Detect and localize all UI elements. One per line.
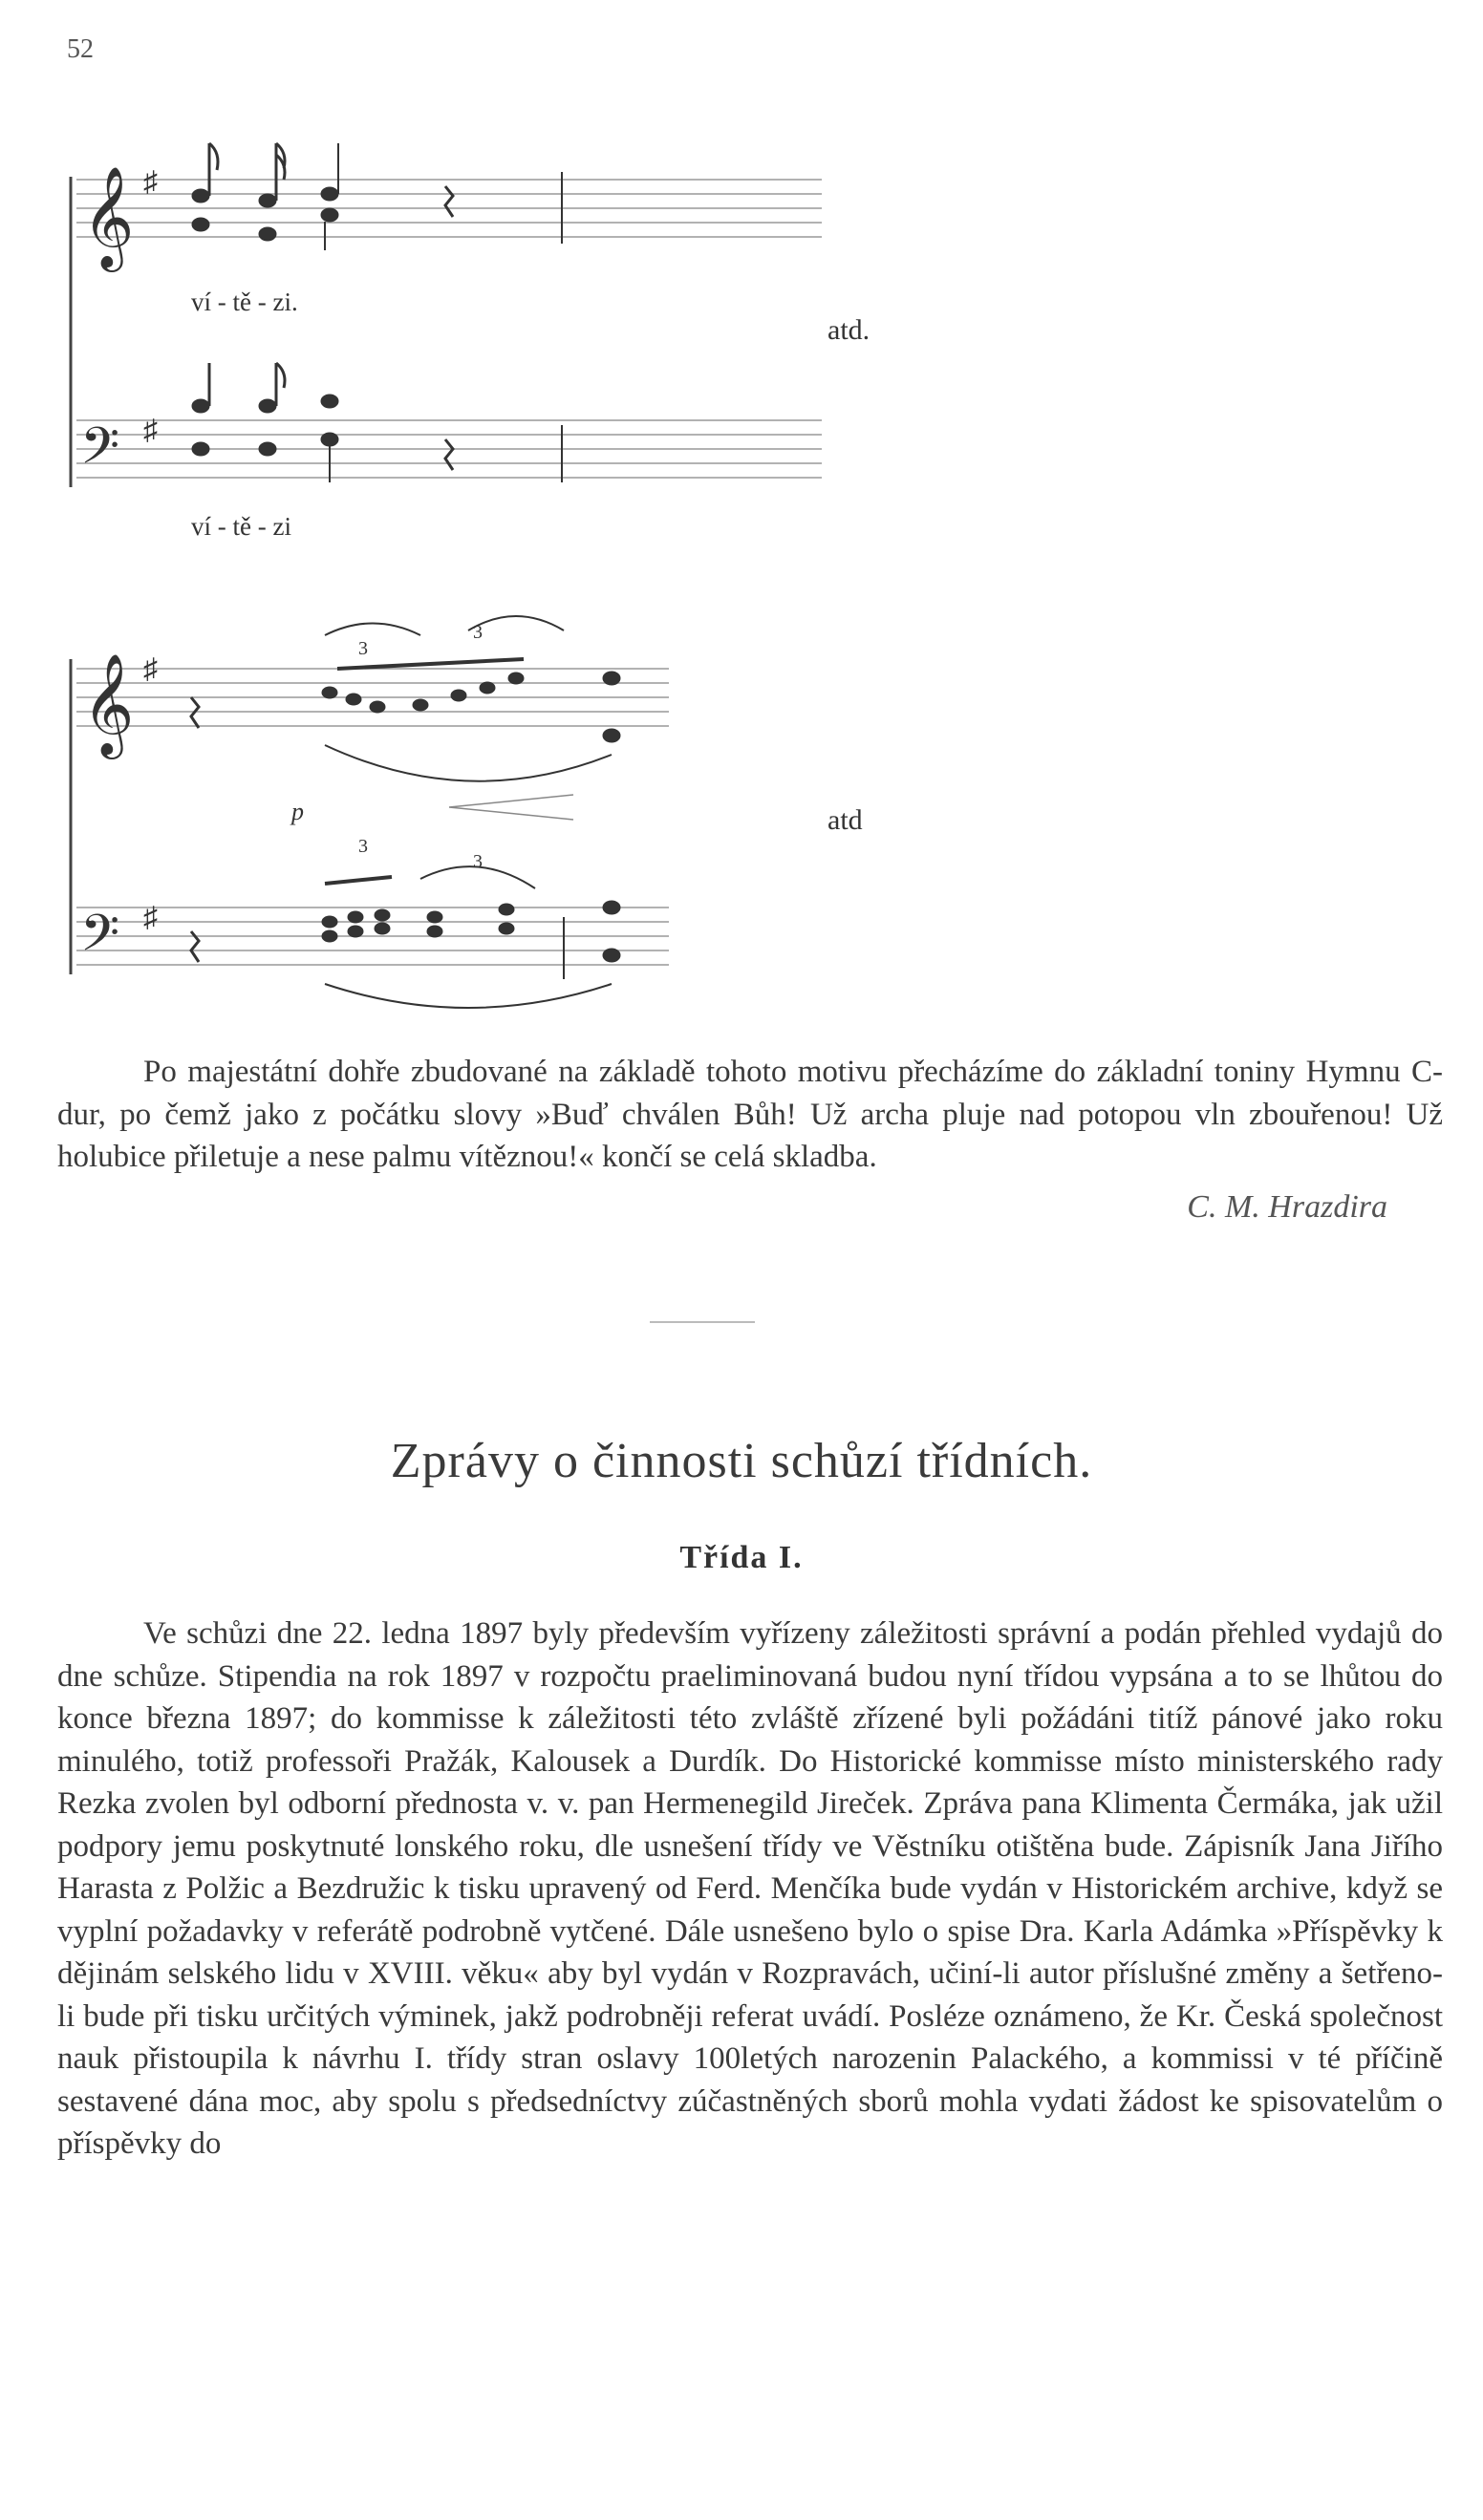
sharp-icon: ♯ — [143, 902, 158, 933]
sharp-icon: ♯ — [143, 166, 158, 198]
page-number: 52 — [67, 34, 94, 64]
report-paragraph: Ve schůzi dne 22. ledna 1897 byly především vyřízeny záležitosti správní a podán přehled vydajů do dne schůze. Stipendia na rok 1897 v rozpočtu praeliminovaná budou nyní třídou vypsána a to se lhůtou do konce března 1897; do kommisse k záležitosti této zvláště zřízené byli požádáni titíž pánové jako roku minulého, totiž professoři Pražák, Kalousek a Durdík. Do Historické kommisse místo ministerského rady Rezka zvolen byl odborní přednosta v. v. pan Hermenegild Jireček. Zpráva pana Klimenta Čermáka, jak užil podpory jemu poskytnuté lonského roku, dle usnešení třídy ve Věstníku otištěna bude. Zápisník Jana Jiřího Harasta z Polžic a Bezdružic k tisku upravený od Ferd. Menčíka bude vydán v Historickém archive, když se vyplní požadavky v referátě podrobně vytčené. Dále usnešeno bylo o spise Dra. Karla Adámka »Příspěvky k dějinám selského lidu v XVIII. věku« aby byl vydán v Rozpravách, učiní-li autor příslušné změny a šetřeno-li bude při tisku určitých výminek, jakž podrobněji referat uvádí. Posléze oznámeno, že Kr. Česká společnost nauk přistoupila k návrhu I. třídy stran oslavy 100letých narozenin Palackého, a kommissi v té příčině sestavené dána moc, aby spolu s předsedníctvy zúčastněných sborů mohla vydati žádost ke spisovatelům o příspěvky do — [57, 1616, 1443, 2161]
treble-clef-icon: 𝄞 — [82, 655, 135, 753]
system2-upper-staff — [76, 669, 669, 726]
sharp-icon: ♯ — [143, 415, 158, 446]
triplet-mark: 3 — [358, 836, 368, 857]
system2-upper-notes — [191, 616, 620, 781]
system1-upper-notes — [192, 143, 562, 250]
class-subheading: Třída I. — [679, 1540, 804, 1575]
dynamic-mark: p — [291, 798, 304, 825]
system2-lower-staff — [76, 908, 669, 965]
triplet-mark: 3 — [473, 622, 483, 643]
system1-continuation: atd. — [827, 314, 870, 346]
section-heading: Zprávy o činnosti schůzí třídních. — [390, 1434, 1093, 1488]
triplet-mark: 3 — [473, 851, 483, 872]
bass-clef-icon: 𝄢 — [80, 418, 120, 486]
system1-lower-notes — [192, 363, 562, 482]
crescendo-hairpin — [449, 795, 573, 820]
triplet-mark: 3 — [358, 638, 368, 659]
closing-paragraph: Po majestátní dohře zbudované na základě tohoto motivu přecházíme do základní toniny Hymnu C-dur, po čemž jako z počátku slovy »Buď chválen Bůh! Už archa pluje nad potopou vln zbouřenou! Už holubice přiletuje a nese palmu vítěznou!« končí se celá skladba. — [57, 1055, 1443, 1174]
treble-clef-icon: 𝄞 — [82, 168, 135, 266]
system2-continuation: atd — [827, 804, 863, 836]
section-divider — [650, 1321, 755, 1323]
system1-upper-staff — [76, 180, 822, 237]
system1-lower-lyric: ví - tě - zi — [191, 512, 291, 541]
system1-lower-staff — [76, 420, 822, 478]
author-signature: C. M. Hrazdira — [1187, 1189, 1387, 1225]
system2-lower-notes — [191, 866, 620, 1008]
system1-upper-lyric: ví - tě - zi. — [191, 288, 298, 316]
sharp-icon: ♯ — [143, 653, 158, 685]
music-notation — [0, 0, 1483, 1032]
bass-clef-icon: 𝄢 — [80, 906, 120, 973]
